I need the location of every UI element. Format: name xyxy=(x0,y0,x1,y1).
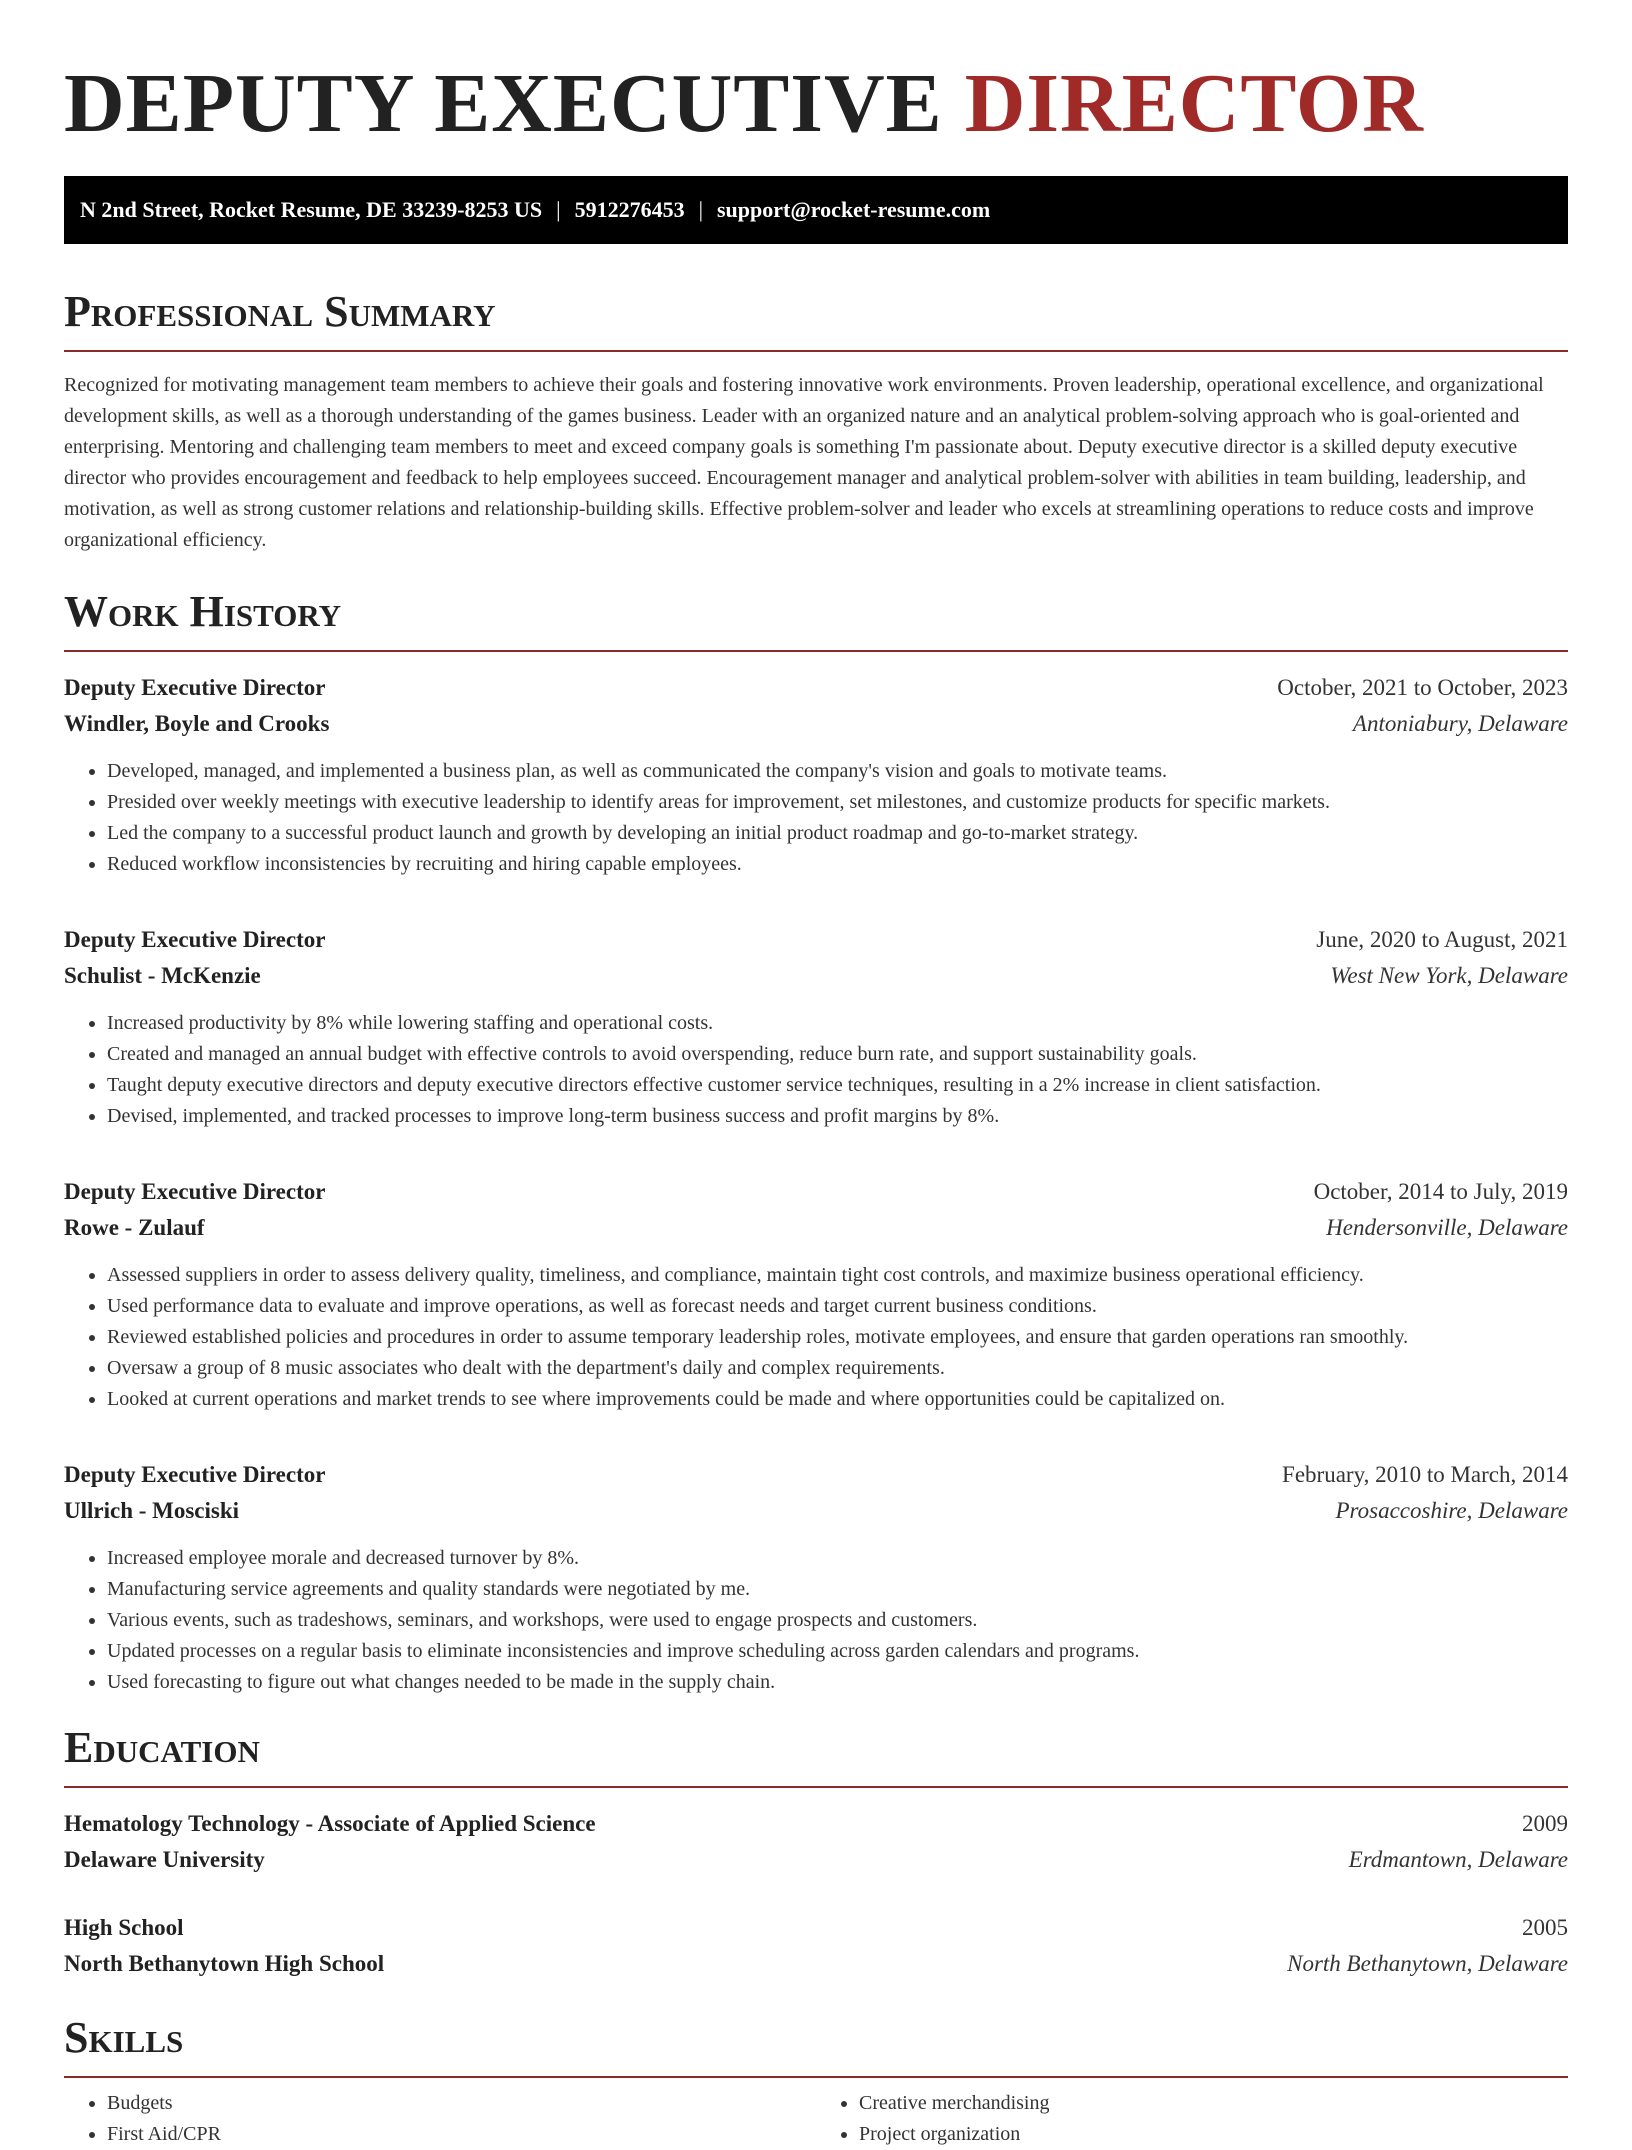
job-bullet: • Presided over weekly meetings with executive leadership to identify areas for improvement, set milestones, and customize products for specific markets. xyxy=(107,787,1568,818)
education-entry xyxy=(64,1806,1568,1878)
job-location: Antoniabury, Delaware xyxy=(1352,711,1568,736)
education-year: 2005 xyxy=(1522,1915,1568,1940)
education-degree: High School xyxy=(64,1915,184,1940)
contact-separator: | xyxy=(556,197,561,222)
job-title: Deputy Executive Director xyxy=(64,927,326,952)
education-degree-row xyxy=(64,1910,1568,1946)
job-location: Prosaccoshire, Delaware xyxy=(1335,1498,1568,1523)
job-header-row xyxy=(64,922,1568,958)
job-bullet: • Reviewed established policies and procedures in order to assume temporary leadership roles, motivate employees, and ensure that garden operations ran smoothly. xyxy=(107,1322,1568,1353)
summary-text: Recognized for motivating management team members to achieve their goals and fostering innovative work environments. Proven leadership, operational excellence, and organizational development skills, as well as a thorough understanding of the games business. Leader with an organized nature and an analytical problem-solving approach who is goal-oriented and enterprising. Mentoring and challenging team members to meet and exceed company goals is something I'm passionate about. Deputy executive director is a skilled deputy executive director who provides encouragement and feedback to help employees succeed. Encouragement manager and analytical problem-solver with abilities in team building, leadership, and motivation, as well as strong customer relations and relationship-building skills. Effective problem-solver and leader who excels at streamlining operations to reduce costs and improve organizational efficiency. xyxy=(64,374,1544,551)
skill-item: • Creative merchandising xyxy=(859,2088,1568,2119)
education-school: Delaware University xyxy=(64,1847,265,1872)
contact-phone: 5912276453 xyxy=(574,197,685,222)
education-entry xyxy=(64,1910,1568,1982)
job-title: Deputy Executive Director xyxy=(64,1179,326,1204)
job-company-row xyxy=(64,706,1568,742)
education-school-row xyxy=(64,1946,1568,1982)
education-location: Erdmantown, Delaware xyxy=(1348,1847,1568,1872)
education-school: North Bethanytown High School xyxy=(64,1951,385,1976)
job-entry xyxy=(64,922,1568,1132)
education-year: 2009 xyxy=(1522,1811,1568,1836)
job-bullet: • Increased employee morale and decreased turnover by 8%. xyxy=(107,1543,1568,1574)
job-bullet: • Oversaw a group of 8 music associates who dealt with the department's daily and complex requirements. xyxy=(107,1353,1568,1384)
job-entry xyxy=(64,1174,1568,1415)
contact-email: support@rocket-resume.com xyxy=(716,197,991,222)
education-degree-row xyxy=(64,1806,1568,1842)
job-bullet: • Assessed suppliers in order to assess delivery quality, timeliness, and compliance, maintain tight cost controls, and maximize business operational efficiency. xyxy=(107,1260,1568,1291)
job-bullet: • Increased productivity by 8% while lowering staffing and operational costs. xyxy=(107,1008,1568,1039)
job-dates: June, 2020 to August, 2021 xyxy=(1316,927,1568,952)
education-heading: Education xyxy=(64,1722,1568,1788)
job-bullet: • Developed, managed, and implemented a business plan, as well as communicated the company's vision and goals to motivate teams. xyxy=(107,756,1568,787)
contact-bar xyxy=(64,176,1568,244)
skill-item: • Project organization xyxy=(859,2119,1568,2150)
job-dates: February, 2010 to March, 2014 xyxy=(1282,1462,1568,1487)
resume-title xyxy=(64,0,1568,152)
job-company-row xyxy=(64,1210,1568,1246)
education-school-row xyxy=(64,1842,1568,1878)
job-company-row xyxy=(64,1493,1568,1529)
skills-column-left xyxy=(64,2088,816,2150)
title-accent: DIRECTOR xyxy=(964,57,1424,150)
job-bullets xyxy=(64,1260,1568,1415)
job-header-row xyxy=(64,1457,1568,1493)
job-dates: October, 2014 to July, 2019 xyxy=(1313,1179,1568,1204)
skill-item: • First Aid/CPR xyxy=(107,2119,816,2150)
skill-item: • Budgets xyxy=(107,2088,816,2119)
contact-separator: | xyxy=(698,197,703,222)
job-bullet: • Led the company to a successful product launch and growth by developing an initial product roadmap and go-to-market strategy. xyxy=(107,818,1568,849)
skills-grid xyxy=(64,2088,1568,2150)
job-entry xyxy=(64,1457,1568,1698)
contact-address: N 2nd Street, Rocket Resume, DE 33239-8253 US xyxy=(80,197,543,222)
job-header-row xyxy=(64,670,1568,706)
job-bullets xyxy=(64,1543,1568,1698)
skills-column-right xyxy=(816,2088,1568,2150)
job-company: Ullrich - Mosciski xyxy=(64,1498,240,1523)
job-company-row xyxy=(64,958,1568,994)
job-bullet: • Manufacturing service agreements and quality standards were negotiated by me. xyxy=(107,1574,1568,1605)
job-bullet: • Reduced workflow inconsistencies by recruiting and hiring capable employees. xyxy=(107,849,1568,880)
work-history-heading: Work History xyxy=(64,586,1568,652)
job-title: Deputy Executive Director xyxy=(64,675,326,700)
job-company: Rowe - Zulauf xyxy=(64,1215,205,1240)
summary-heading: Professional Summary xyxy=(64,286,1568,352)
job-dates: October, 2021 to October, 2023 xyxy=(1277,675,1568,700)
skills-heading: Skills xyxy=(64,2012,1568,2078)
job-location: Hendersonville, Delaware xyxy=(1326,1215,1568,1240)
job-bullet: • Various events, such as tradeshows, seminars, and workshops, were used to engage prospects and customers. xyxy=(107,1605,1568,1636)
education-location: North Bethanytown, Delaware xyxy=(1287,1951,1568,1976)
education-degree: Hematology Technology - Associate of Applied Science xyxy=(64,1811,596,1836)
job-company: Schulist - McKenzie xyxy=(64,963,261,988)
job-bullet: • Taught deputy executive directors and deputy executive directors effective customer service techniques, resulting in a 2% increase in client satisfaction. xyxy=(107,1070,1568,1101)
title-main: DEPUTY EXECUTIVE xyxy=(64,57,943,150)
job-bullet: • Looked at current operations and market trends to see where improvements could be made and where opportunities could be capitalized on. xyxy=(107,1384,1568,1415)
job-company: Windler, Boyle and Crooks xyxy=(64,711,330,736)
job-bullet: • Used performance data to evaluate and improve operations, as well as forecast needs and target current business conditions. xyxy=(107,1291,1568,1322)
job-entry xyxy=(64,670,1568,880)
job-bullet: • Devised, implemented, and tracked processes to improve long-term business success and profit margins by 8%. xyxy=(107,1101,1568,1132)
job-bullet: • Updated processes on a regular basis to eliminate inconsistencies and improve scheduling across garden calendars and programs. xyxy=(107,1636,1568,1667)
job-bullets xyxy=(64,756,1568,880)
job-header-row xyxy=(64,1174,1568,1210)
job-bullet: • Used forecasting to figure out what changes needed to be made in the supply chain. xyxy=(107,1667,1568,1698)
job-bullets xyxy=(64,1008,1568,1132)
job-title: Deputy Executive Director xyxy=(64,1462,326,1487)
job-bullet: • Created and managed an annual budget with effective controls to avoid overspending, reduce burn rate, and support sustainability goals. xyxy=(107,1039,1568,1070)
job-location: West New York, Delaware xyxy=(1330,963,1568,988)
